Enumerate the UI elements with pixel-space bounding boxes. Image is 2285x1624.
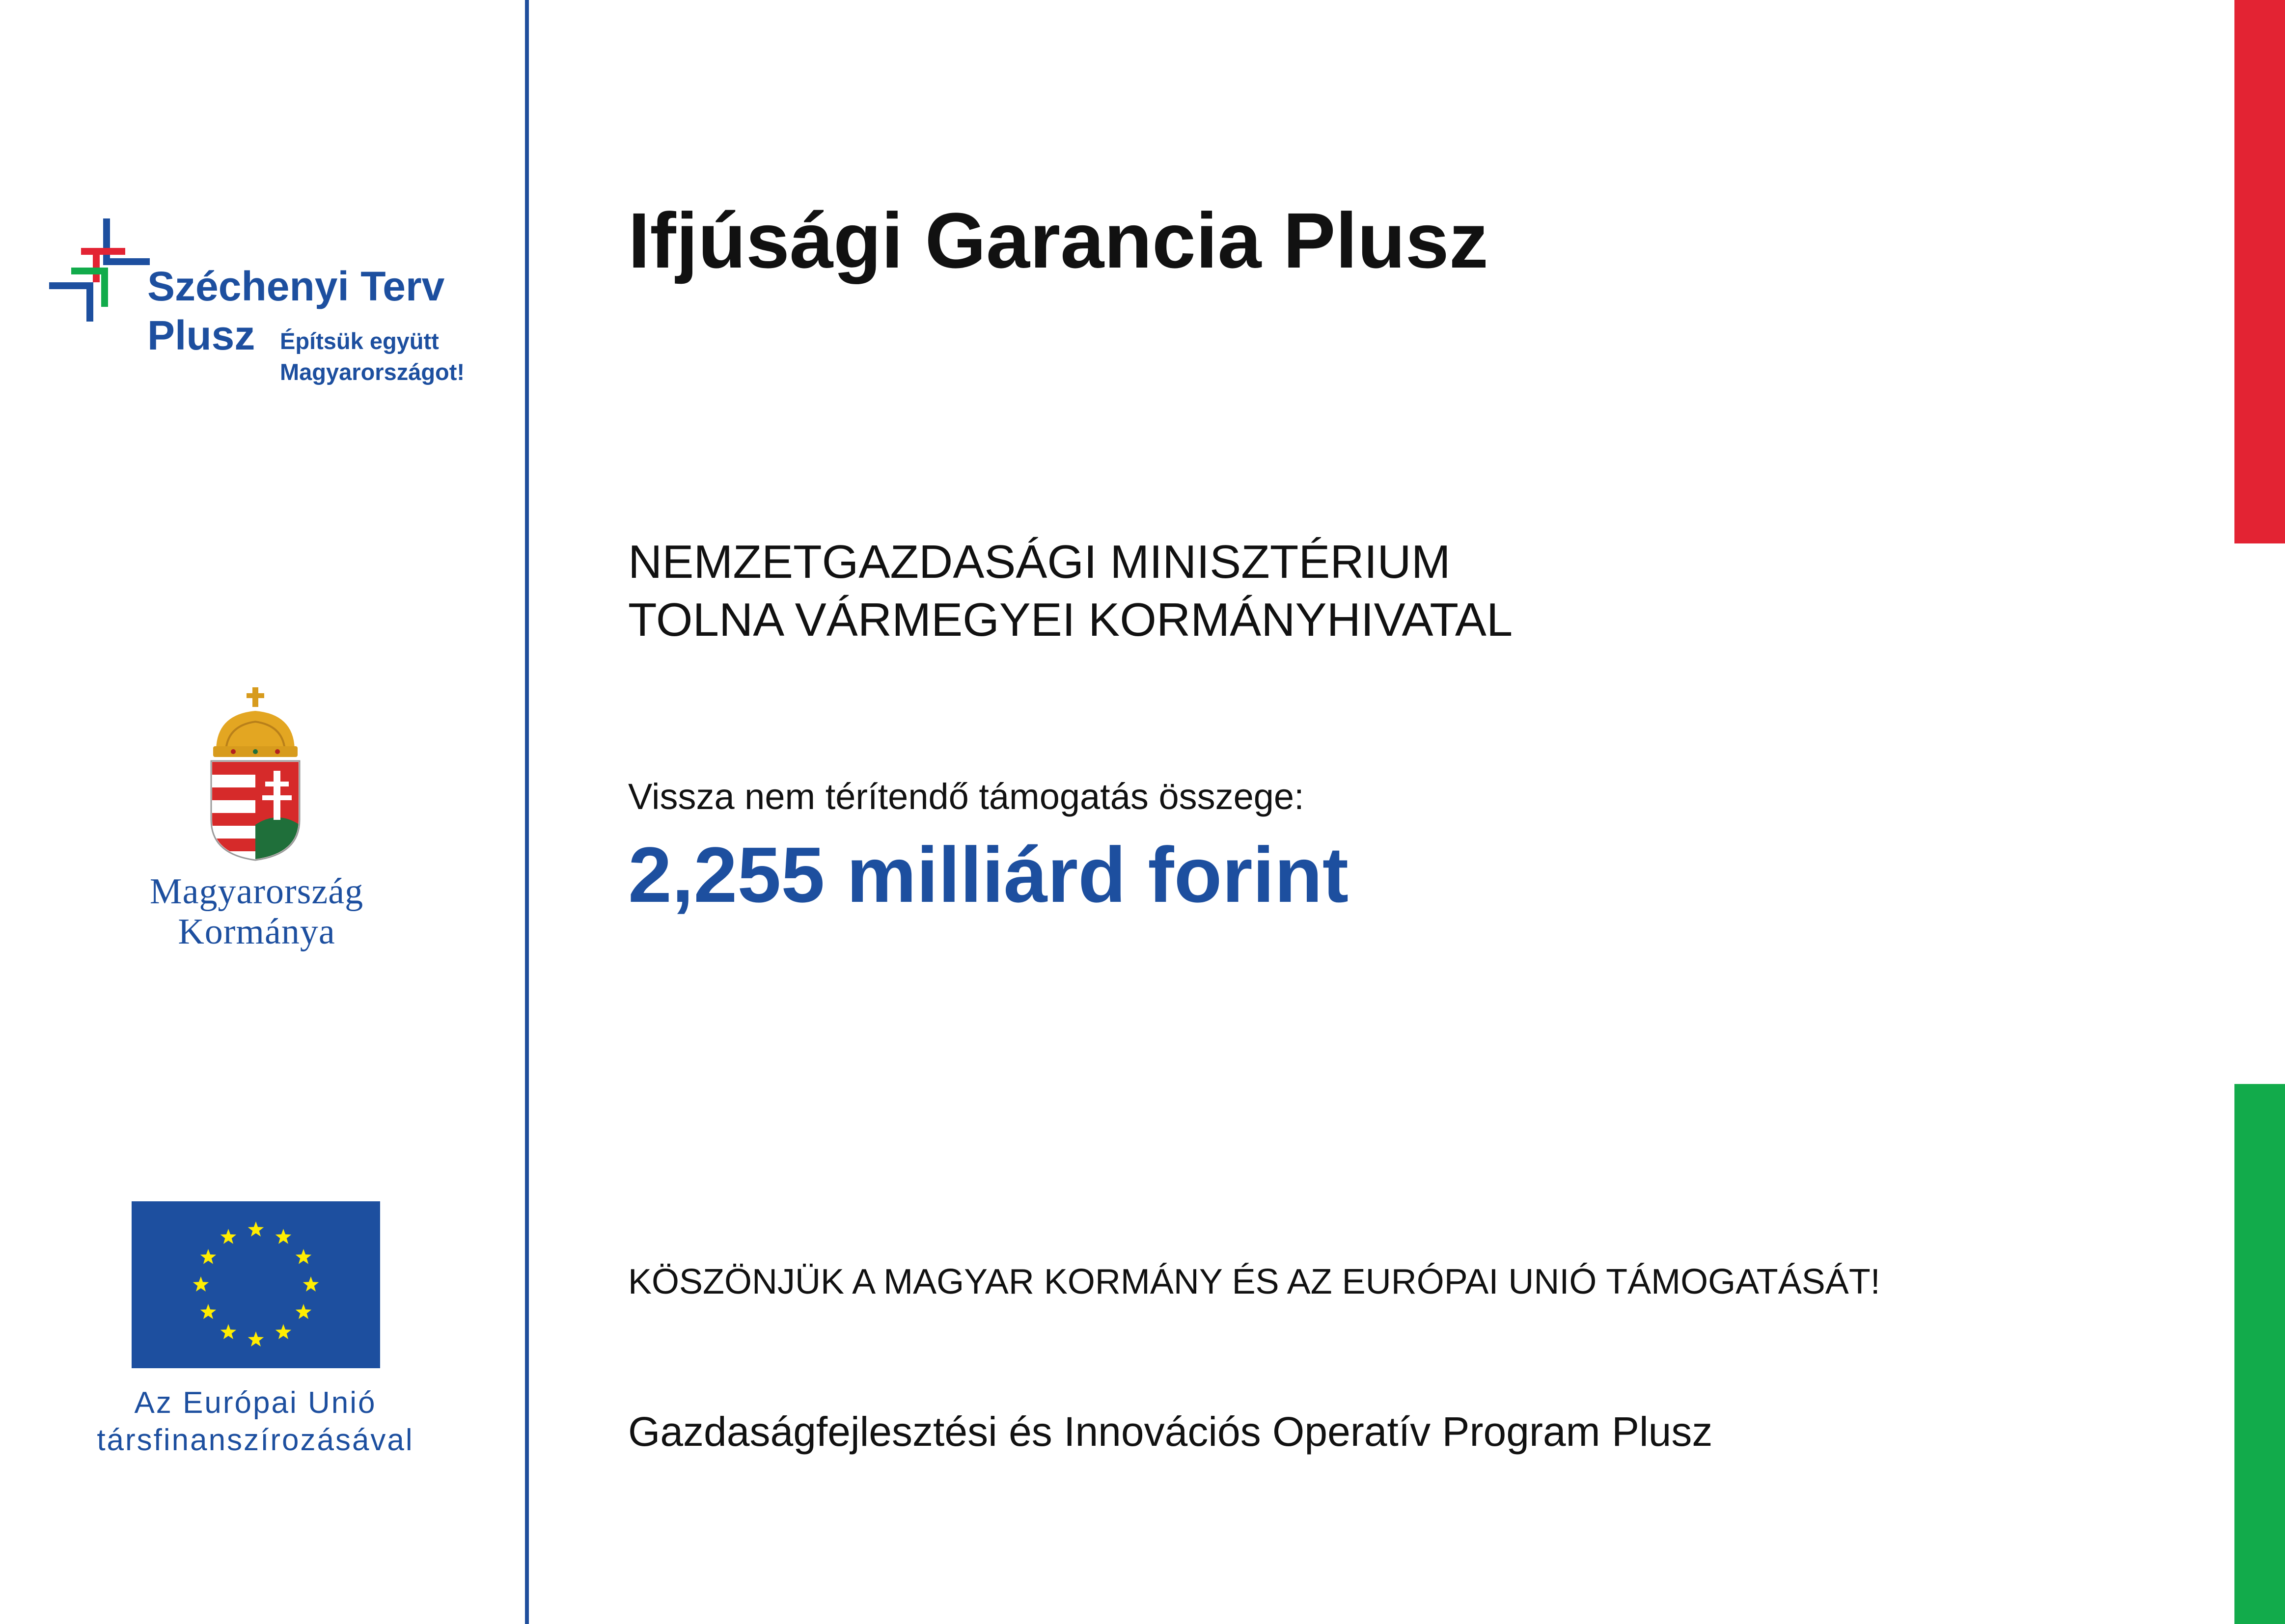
szechenyi-terv-plusz-logo [49, 218, 481, 395]
szechenyi-plus-cross-icon [49, 218, 152, 322]
hungarian-coat-of-arms-icon [206, 687, 304, 862]
left-column-divider [525, 0, 529, 1624]
tricolor-green-stripe [2234, 1084, 2285, 1624]
tricolor-red-stripe [2234, 0, 2285, 543]
eu-text-line-1: Az Európai Unió [134, 1386, 377, 1420]
project-title: Ifjúsági Garancia Plusz [628, 196, 1488, 284]
beneficiary-office: TOLNA VÁRMEGYEI KORMÁNYHIVATAL [628, 594, 1513, 646]
eu-flag-icon [132, 1201, 380, 1368]
grant-amount-label: Vissza nem térítendő támogatás összege: [628, 776, 1304, 817]
government-logo-text [74, 871, 440, 952]
thanks-statement: KÖSZÖNJÜK A MAGYAR KORMÁNY ÉS AZ EURÓPAI UNIÓ TÁMOGATÁSÁT! [628, 1262, 1880, 1301]
grant-amount-value: 2,255 milliárd forint [628, 831, 1349, 919]
eu-text-line-2: társfinanszírozásával [97, 1423, 414, 1457]
government-logo-line-2: Kormánya [178, 912, 335, 952]
szechenyi-logo-subtitle: Plusz [147, 312, 255, 358]
operational-program-name: Gazdaságfejlesztési és Innovációs Operatív Program Plusz [628, 1408, 1713, 1455]
beneficiary-ministry: NEMZETGAZDASÁGI MINISZTÉRIUM [628, 536, 1451, 588]
szechenyi-tagline-2: Magyarországot! [280, 359, 465, 385]
government-logo-line-1: Magyarország [149, 871, 364, 912]
szechenyi-logo-title: Széchenyi Terv [147, 263, 445, 309]
eu-cofinancing-text [59, 1384, 452, 1459]
szechenyi-tagline-1: Építsük együtt [280, 328, 439, 354]
